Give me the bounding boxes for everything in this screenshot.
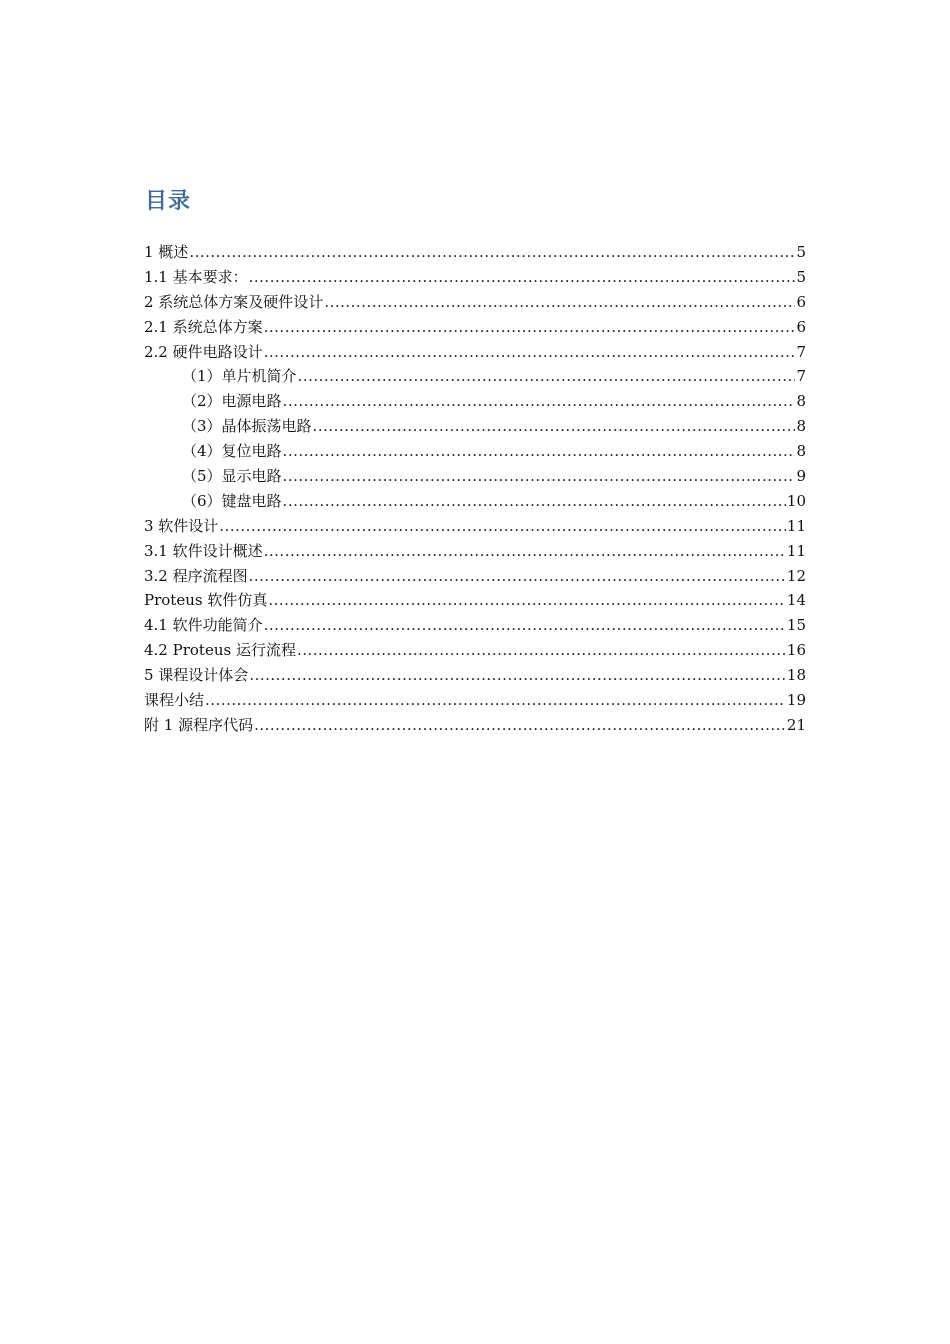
toc-entry-text: 4.2 Proteus 运行流程 [144,641,296,660]
toc-entry-text: 3.1 软件设计概述 [144,541,263,560]
toc-entry[interactable] [144,638,806,663]
toc-leader-dots [298,369,796,384]
toc-entry-page: 7 [796,367,806,386]
toc-entry-page: 8 [796,442,806,461]
toc-entry-text: 2.2 硬件电路设计 [144,342,263,361]
toc-leader-dots [268,593,786,608]
toc-entry-text: 5 课程设计体会 [144,666,249,685]
toc-entry[interactable] [144,290,806,315]
toc-entry[interactable] [144,240,806,265]
toc-entry-page: 6 [796,292,806,311]
toc-subentry[interactable] [144,389,806,414]
toc-entry-page: 16 [786,641,806,660]
toc-leader-dots [205,693,786,708]
toc-entry[interactable] [144,713,806,738]
toc-leader-dots [249,569,786,584]
toc-entry-page: 18 [786,666,806,685]
toc-entry-text: 4.1 软件功能简介 [144,616,263,635]
toc-leader-dots [264,345,796,360]
toc-entry-text: 附 1 源程序代码 [144,715,254,734]
toc-leader-dots [189,245,795,260]
toc-entry[interactable] [144,613,806,638]
toc-leader-dots [324,295,795,310]
toc-entry-page: 14 [786,591,806,610]
toc-leader-dots [283,444,796,459]
toc-entry-text: （1）单片机简介 [182,367,297,386]
toc-entry-text: 3.2 程序流程图 [144,566,248,585]
toc-entry[interactable] [144,315,806,340]
toc-leader-dots [313,419,796,434]
toc-entry[interactable] [144,340,806,365]
toc-leader-dots [297,643,786,658]
toc-title: 目录 [145,189,192,214]
toc-leader-dots [219,519,786,534]
toc-entry-text: 课程小结 [144,691,205,710]
toc-leader-dots [283,494,786,509]
toc-leader-dots [249,270,796,285]
toc-leader-dots [264,618,786,633]
toc-subentry[interactable] [144,489,806,514]
toc-entry-text: 1.1 基本要求： [144,267,248,286]
toc-entry-page: 9 [796,467,806,486]
toc-entry-page: 12 [786,566,806,585]
toc-entry[interactable] [144,663,806,688]
toc-entry[interactable] [144,265,806,290]
toc-entry[interactable] [144,564,806,589]
toc-entry-text: （4）复位电路 [182,442,282,461]
toc-leader-dots [254,718,786,733]
toc-entry-page: 10 [786,491,806,510]
toc-leader-dots [283,469,796,484]
toc-entry-text: Proteus 软件仿真 [144,591,268,610]
toc-entry-text: 1 概述 [144,243,189,261]
toc-entry[interactable] [144,539,806,564]
toc-subentry[interactable] [144,464,806,489]
toc-entry-text: 2.1 系统总体方案 [144,317,263,336]
toc-entry[interactable] [144,688,806,713]
toc-entry-page: 11 [786,516,806,535]
toc-entry-page: 21 [786,715,806,734]
toc-entry-page: 7 [796,342,806,361]
table-of-contents [144,240,806,738]
toc-entry-text: （6）键盘电路 [182,491,282,510]
toc-subentry[interactable] [144,439,806,464]
toc-entry-page: 8 [796,417,806,436]
toc-entry-page: 6 [796,317,806,336]
toc-leader-dots [283,394,796,409]
toc-entry-page: 15 [786,616,806,635]
toc-leader-dots [249,668,786,683]
toc-leader-dots [264,544,786,559]
toc-entry-page: 8 [796,392,806,411]
toc-leader-dots [264,320,796,335]
toc-entry-text: 2 系统总体方案及硬件设计 [144,292,324,311]
toc-entry-page: 19 [786,691,806,710]
toc-entry[interactable] [144,588,806,613]
toc-entry[interactable] [144,514,806,539]
toc-entry-page: 11 [786,541,806,560]
toc-subentry[interactable] [144,364,806,389]
toc-entry-text: （2）电源电路 [182,392,282,411]
toc-subentry[interactable] [144,414,806,439]
toc-entry-page: 5 [796,243,806,261]
toc-entry-text: （5）显示电路 [182,467,282,486]
toc-entry-page: 5 [796,267,806,286]
toc-entry-text: （3）晶体振荡电路 [182,417,312,436]
toc-entry-text: 3 软件设计 [144,516,219,535]
